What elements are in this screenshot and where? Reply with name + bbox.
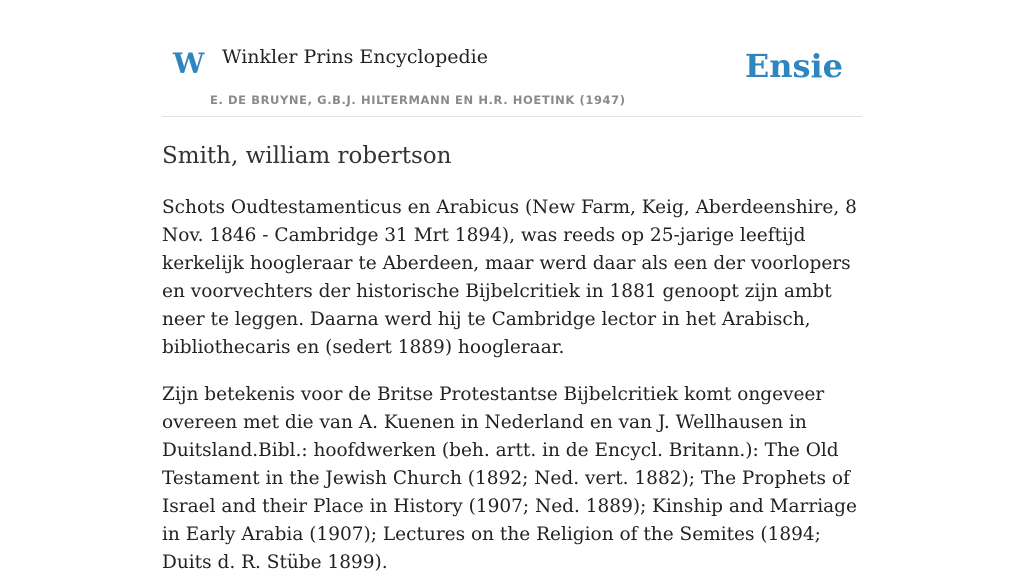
entry-paragraph: Schots Oudtestamenticus en Arabicus (New Farm, Keig, Aberdeenshire, 8 Nov. 1846 - Cambridge 31 Mrt 1894), was reeds op 25-jarige leeftijd kerkelijk hoogleraar te Aberdeen, maar werd daar als een der voorlopers en voorvechters der historische Bijbelcritiek in 1881 genoopt zijn ambt neer te leggen. Daarna werd hij te Cambridge lector in het Arabisch, bibliothecaris en (sedert 1889) hoogleraar. (162, 196, 857, 358)
source-authors: E. DE BRUYNE, G.B.J. HILTERMANN EN H.R. HOETINK (1947) (210, 93, 626, 107)
entry-paragraph: Zijn betekenis voor de Britse Protestantse Bijbelcritiek komt ongeveer overeen met die van A. Kuenen in Nederland en van J. Wellhausen in Duitsland.Bibl.: hoofdwerken (beh. artt. in de Encycl. Britann.): The Old Testament in the Jewish Church (1892; Ned. vert. 1882); The Prophets of Israel and their Place in History (1907; Ned. 1889); Kinship and Marriage in Early Arabia (1907); Lectures on the Religion of the Semites (1894; Duits d. R. Stübe 1899). (162, 383, 857, 573)
entry-title: Smith, william robertson (162, 143, 452, 169)
brand-logo[interactable]: Ensie (744, 47, 843, 85)
source-title[interactable]: Winkler Prins Encyclopedie (222, 46, 488, 68)
article-page (162, 0, 862, 577)
source-header (162, 0, 862, 117)
entry-body (162, 194, 862, 577)
source-logo[interactable]: W (173, 47, 205, 80)
